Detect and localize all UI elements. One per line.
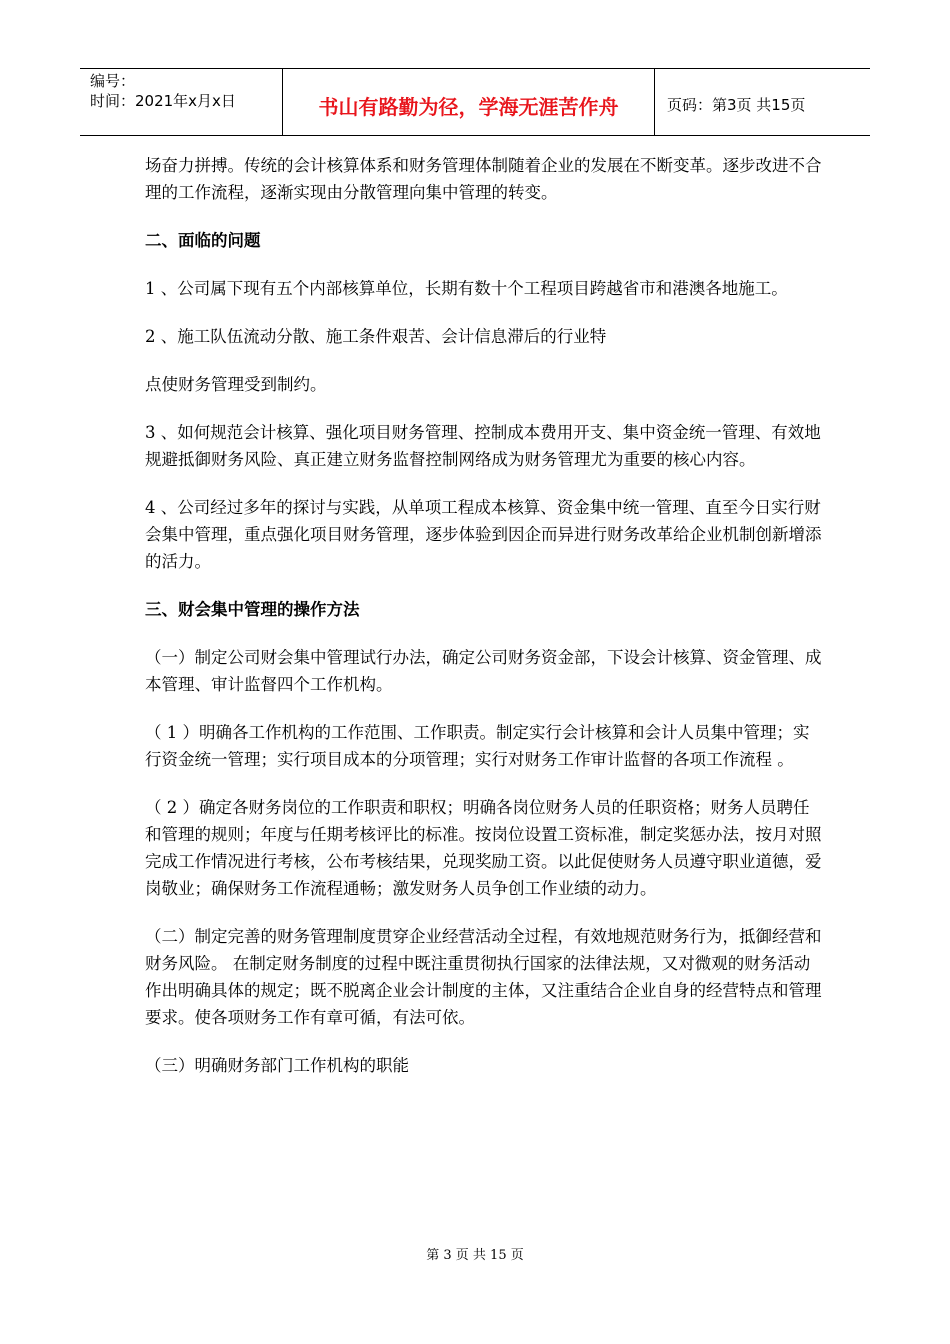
header-meta (80, 69, 283, 135)
paragraph-intro-continued: 场奋力拼搏。传统的会计核算体系和财务管理体制随着企业的发展在不断变革。逐步改进不合理的工作流程，逐渐实现由分散管理向集中管理的转变。 (145, 156, 822, 202)
header-page-code: 页码：第3页 共15页 (667, 95, 806, 114)
paragraph-method-1: （一）制定公司财会集中管理试行办法，确定公司财务资金部，下设会计核算、资金管理、成本管理、审计监督四个工作机构。 (145, 648, 822, 694)
page-footer: 第 3 页 共 15 页 (426, 1248, 524, 1263)
paragraph-method-3: （三）明确财务部门工作机构的职能 (145, 1056, 409, 1075)
section-heading-problems: 二、面临的问题 (145, 231, 261, 250)
document-body (145, 152, 825, 1100)
section-heading-methods: 三、财会集中管理的操作方法 (145, 600, 360, 619)
paragraph-method-2: （二）制定完善的财务管理制度贯穿企业经营活动全过程，有效地规范财务行为，抵御经营和财务风险。 在制定财务制度的过程中既注重贯彻执行国家的法律法规，又对微观的财务活动作出明确具体的规定；既不脱离企业会计制度的主体，又注重结合企业自身的经营特点和管理要求。使各项财务工作有章可循，有法可依。 (145, 927, 822, 1027)
paragraph-problem-1: 1 、公司属下现有五个内部核算单位，长期有数十个工程项目跨越省市和港澳各地施工。 (145, 279, 788, 298)
paragraph-method-1-2: （ 2 ）确定各财务岗位的工作职责和职权；明确各岗位财务人员的任职资格；财务人员聘任和管理的规则；年度与任期考核评比的标准。按岗位设置工资标准，制定奖惩办法，按月对照完成工作情况进行考核，公布考核结果，兑现奖励工资。以此促使财务人员遵守职业道德，爱岗敬业；确保财务工作流程通畅；激发财务人员争创工作业绩的动力。 (145, 798, 822, 898)
paragraph-method-1-1: （ 1 ）明确各工作机构的工作范围、工作职责。制定实行会计核算和会计人员集中管理；实行资金统一管理；实行项目成本的分项管理；实行对财务工作审计监督的各项工作流程 。 (145, 723, 810, 769)
paragraph-problem-4: 4 、公司经过多年的探讨与实践，从单项工程成本核算、资金集中统一管理、直至今日实行财会集中管理，重点强化项目财务管理，逐步体验到因企而异进行财务改革给企业机制创新增添的活力。 (145, 498, 822, 571)
paragraph-problem-2: 2 、施工队伍流动分散、施工条件艰苦、会计信息滞后的行业特 (145, 327, 607, 346)
document-number-label: 编号： (90, 72, 136, 90)
header-motto: 书山有路勤为径，学海无涯苦作舟 (283, 69, 655, 135)
paragraph-problem-2-continued: 点使财务管理受到制约。 (145, 375, 327, 394)
page-header (80, 68, 870, 136)
paragraph-problem-3: 3 、如何规范会计核算、强化项目财务管理、控制成本费用开支、集中资金统一管理、有效地规避抵御财务风险、真正建立财务监督控制网络成为财务管理尤为重要的核心内容。 (145, 423, 821, 469)
document-time-label: 时间：2021年x月x日 (90, 92, 236, 110)
